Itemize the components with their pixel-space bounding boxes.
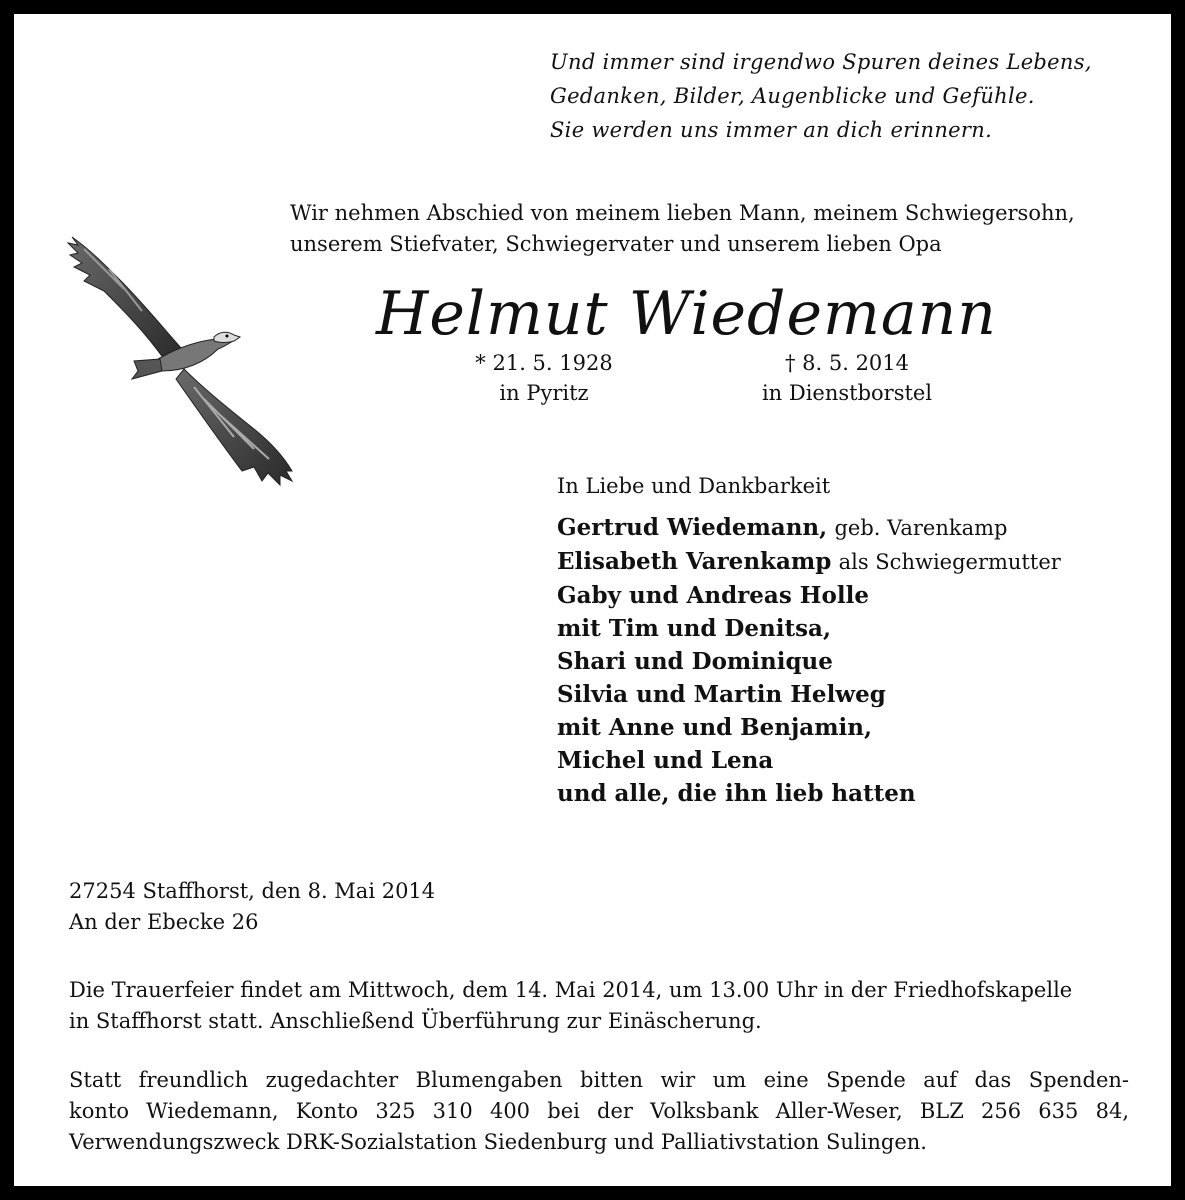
address-block xyxy=(69,876,435,938)
flying-bird-image xyxy=(64,219,304,489)
address-line: An der Ebecke 26 xyxy=(69,910,259,934)
mourner-line: und alle, die ihn lieb hatten xyxy=(557,780,916,807)
death-info xyxy=(742,348,952,408)
intro-line: Wir nehmen Abschied von meinem lieben Mann, meinem Schwiegersohn, xyxy=(290,201,1075,225)
donation-notice xyxy=(69,1065,1129,1158)
mourner-note: als Schwiegermutter xyxy=(838,550,1061,574)
death-place: in Dienstborstel xyxy=(761,381,933,405)
mourner-line xyxy=(557,511,1061,545)
ceremony-notice xyxy=(69,975,1129,1037)
quote-line: Gedanken, Bilder, Augenblicke und Gefühle. xyxy=(550,84,1035,108)
farewell-intro xyxy=(290,198,1170,260)
intro-line: unserem Stiefvater, Schwiegervater und unserem lieben Opa xyxy=(290,232,942,256)
mourner-line: Silvia und Martin Helweg xyxy=(557,681,886,708)
mourners-greeting: In Liebe und Dankbarkeit xyxy=(557,474,831,498)
mourner-line: mit Anne und Benjamin, xyxy=(557,714,872,741)
mourner-line: mit Tim und Denitsa, xyxy=(557,615,831,642)
ceremony-line: in Staffhorst statt. Anschließend Überführung zur Einäscherung. xyxy=(69,1009,762,1033)
mourner-name: Gertrud Wiedemann, xyxy=(557,514,828,541)
mourner-line: Michel und Lena xyxy=(557,747,774,774)
mourner-line: Gaby und Andreas Holle xyxy=(557,582,869,609)
quote-line: Und immer sind irgendwo Spuren deines Lebens, xyxy=(550,50,1092,74)
death-date: † 8. 5. 2014 xyxy=(784,351,910,375)
address-line: 27254 Staffhorst, den 8. Mai 2014 xyxy=(69,879,436,903)
birth-place: in Pyritz xyxy=(499,381,589,405)
donation-line: Verwendungszweck DRK-Sozialstation Siedenburg und Palliativstation Sulingen. xyxy=(69,1130,927,1154)
memorial-quote xyxy=(550,45,1130,147)
mourner-note: geb. Varenkamp xyxy=(834,516,1008,540)
birth-info xyxy=(454,348,634,408)
mourner-line xyxy=(557,545,1061,579)
donation-line: konto Wiedemann, Konto 325 310 400 bei der Volksbank Aller-Weser, BLZ 256 635 84, xyxy=(69,1099,1129,1123)
ceremony-line: Die Trauerfeier findet am Mittwoch, dem 14. Mai 2014, um 13.00 Uhr in der Friedhofskapelle xyxy=(69,978,1073,1002)
donation-line: Statt freundlich zugedachter Blumengaben bitten wir um eine Spende auf das Spenden- xyxy=(69,1068,1129,1092)
birth-date: * 21. 5. 1928 xyxy=(475,351,613,375)
deceased-name: Helmut Wiedemann xyxy=(376,279,997,349)
mourner-name: Elisabeth Varenkamp xyxy=(557,548,832,575)
mourner-line: Shari und Dominique xyxy=(557,648,833,675)
quote-line: Sie werden uns immer an dich erinnern. xyxy=(550,118,993,142)
mourners-list xyxy=(557,511,1061,810)
